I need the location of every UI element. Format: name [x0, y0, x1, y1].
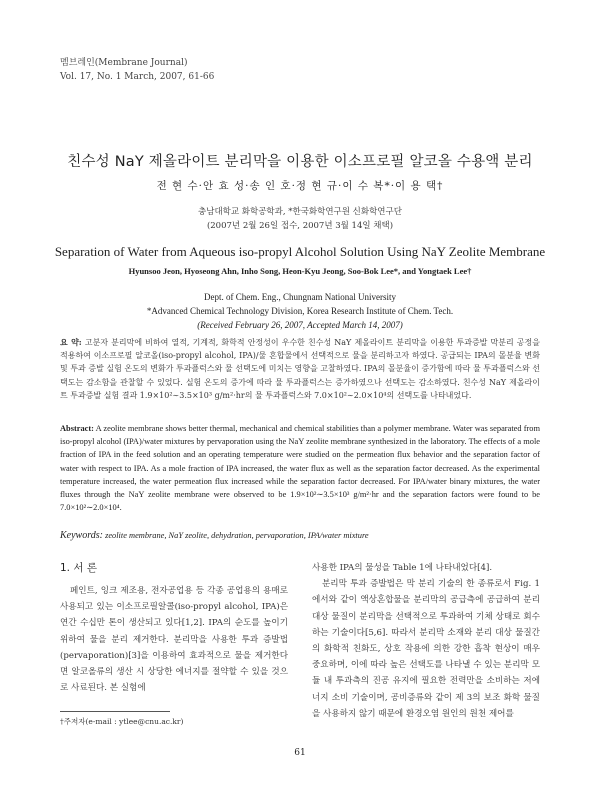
english-abstract-label: Abstract: — [60, 424, 94, 433]
journal-volume: Vol. 17, No. 1 March, 2007, 61-66 — [60, 72, 215, 82]
english-authors: Hyunsoo Jeon, Hyoseong Ahn, Inho Song, Heon-Kyu Jeong, Soo-Bok Lee*, and Yongtaek Lee† — [128, 266, 472, 276]
keywords-label: Keywords: — [60, 530, 103, 541]
intro-paragraph-2: 분리막 투과 증발법은 막 분리 기술의 한 종류로서 Fig. 1에서와 같이 액상혼합물을 분리막의 공급측에 공급하여 분리 대상 물질이 분리막을 선택적으로 투과하여 기체 상태로 회수하는 기술이다[5,6]. 따라서 분리막 소재와 분리 대상 물질간의 화학적 친화도, 상호 작용에 의한 강한 흡착 현상이 매우 중요하며, 이에 따라 높은 선택도를 나타낼 수 있는 분리막 모듈 내 투과측의 진공 유지에 필요한 전력만을 소비하는 저에너지 소비 기술이며, 공비증류와 같이 제 3의 보조 화학 물질을 사용하지 않기 때문에 환경오염 원인의 원천 제어를 — [312, 579, 540, 719]
english-affiliation-1: Dept. of Chem. Eng., Chungnam National University — [204, 292, 396, 302]
left-column — [60, 560, 288, 696]
intro-paragraph-continued: 사용한 IPA의 물성을 Table 1에 나타내었다[4]. — [312, 563, 493, 573]
footnote-divider — [60, 711, 170, 712]
keywords — [60, 530, 540, 541]
journal-name: 멤브레인(Membrane Journal) — [60, 58, 188, 68]
journal-header — [60, 56, 214, 84]
korean-abstract — [60, 336, 540, 402]
keywords-text: zeolite membrane, NaY zeolite, dehydration, pervaporation, IPA/water mixture — [105, 531, 369, 540]
english-affiliation-block — [0, 290, 600, 332]
english-abstract — [60, 422, 540, 514]
intro-paragraph-1: 페인트, 잉크 제조용, 전자공업용 등 각종 공업용의 용매로 사용되고 있는 이소프로필알콜(iso-propyl alcohol, IPA)은 연간 수십만 톤이 생산되고 있다[1,2]. IPA의 순도를 높이기 위하여 물을 분리 제거한다. 분리막을 사용한 투과 증발법(pervaporation)[3]을 이용하여 효과적으로 물을 제거한다면 알코올류의 생산 시 상당한 에너지를 절약할 수 있을 것으로 사료된다. 본 실험에 — [60, 586, 288, 694]
korean-affiliation-block — [0, 205, 600, 233]
footnote: †주저자(e-mail : ytlee@cnu.ac.kr) — [60, 717, 184, 726]
korean-affiliation: 충남대학교 화학공학과, *한국화학연구원 신화학연구단 — [198, 207, 402, 217]
page-number: 61 — [294, 748, 306, 758]
korean-abstract-text: 고분자 분리막에 비하여 열적, 기계적, 화학적 안정성이 우수한 친수성 NaY 제올라이트 분리막을 이용한 투과증발 막분리 공정을 적용하여 이소프로필 알코올(iso-propyl alcohol, IPA)/물 혼합물에서 선택적으로 물을 분리하고자 하였다. 공급되는 IPA의 몰분율 변화 및 투과 증발 실험 온도의 변화가 투과플럭스와 물 선택도에 미치는 영향을 고찰하였다. IPA의 몰분율이 증가함에 따라 물 투과플럭스와 선택도는 감소함을 관찰할 수 있었다. 실험 온도의 증가에 따라 물 투과플럭스는 증가하였으나 선택도는 감소하였다. 친수성 NaY 제올라이트 투과증발 실험 결과 1.9×10²∼3.5×10³ g/m²·hr의 물 투과플럭스와 7.0×10²∼2.0×10⁴의 선택도를 나타내었다. — [60, 338, 540, 400]
korean-abstract-label: 요 약: — [60, 337, 82, 347]
korean-title: 친수성 NaY 제올라이트 분리막을 이용한 이소프로필 알코올 수용액 분리 — [67, 154, 533, 170]
english-abstract-text: A zeolite membrane shows better thermal, mechanical and chemical stabilities than a polymer membrane. Water was separated from iso-propyl alcohol (IPA)/water mixtures by pervaporation using the NaY zeolite membrane synthesized in the laboratory. The effects of a mole fraction of IPA in the feed solution and an operating temperature were studied on the permeation flux behavior and the separation factor of water with respect to IPA. As a mole fraction of IPA increased, the water flux as well as the separation factor decreased. As the experimental temperature increased, the water permeation flux increased while the separation factor decreased. For IPA/water binary mixtures, the water fluxes through the NaY zeolite membrane were observed to be 1.9×10²∼3.5×10³ g/m²·hr and the separation factors were found to be 7.0×10²∼2.0×10⁴. — [60, 424, 540, 513]
english-title: Separation of Water from Aqueous iso-propyl Alcohol Solution Using NaY Zeolite Membrane — [54, 244, 546, 259]
section-heading-introduction: 1. 서 론 — [60, 562, 97, 574]
english-affiliation-2: *Advanced Chemical Technology Division, Korea Research Institute of Chem. Tech. — [146, 306, 454, 316]
english-received-date: (Received February 26, 2007, Accepted March 14, 2007) — [197, 320, 403, 330]
korean-received-date: (2007년 2월 26일 접수, 2007년 3월 14일 채택) — [206, 221, 394, 231]
korean-authors: 전 현 수·안 효 성·송 인 호·정 현 규·이 수 복*·이 용 택† — [156, 180, 444, 192]
right-column — [312, 560, 540, 722]
